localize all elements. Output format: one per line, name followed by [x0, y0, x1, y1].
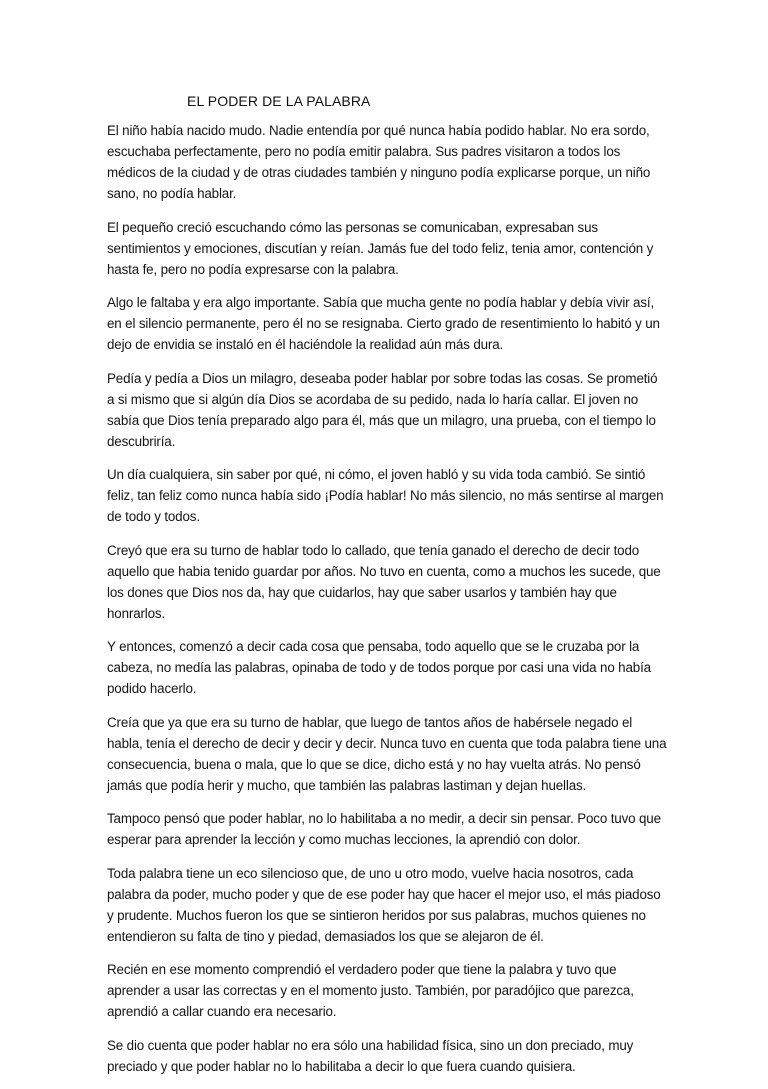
paragraph: Creyó que era su turno de hablar todo lo callado, que tenía ganado el derecho de decir todo aquello que habia tenido guardar por años. No tuvo en cuenta, como a muchos les sucede, que los dones que Dios nos da, hay que cuidarlos, hay que saber usarlos y también hay que honrarlos. [107, 542, 661, 621]
paragraph: Algo le faltaba y era algo importante. Sabía que mucha gente no podía hablar y debía vivir así, en el silencio permanente, pero él no se resignaba. Cierto grado de resentimiento lo habitó y un dejo de envidia se instaló en él haciéndole la realidad aún más dura. [107, 295, 660, 352]
paragraph: El pequeño creció escuchando cómo las personas se comunicaban, expresaban sus sentimientos y emociones, discutían y reían. Jamás fue del todo feliz, tenia amor, contención y hasta fe, pero no podía expresarse con la palabra. [107, 219, 654, 277]
document-title: EL PODER DE LA PALABRA [187, 93, 371, 109]
paragraph: Pedía y pedía a Dios un milagro, deseaba poder hablar por sobre todas las cosas. Se prometió a si mismo que si algún día Dios se acordaba de su pedido, nada lo haría callar. El joven no sabía que Dios tenía preparado algo para él, más que un milagro, una prueba, con el tiempo lo descubriría. [107, 370, 658, 449]
paragraph: Un día cualquiera, sin saber por qué, ni cómo, el joven habló y su vida toda cambió. Se sintió feliz, tan feliz como nunca había sido ¡Podía hablar! No más silencio, no más sentirse al margen de todo y todos. [107, 467, 664, 524]
paragraph: Se dio cuenta que poder hablar no era sólo una habilidad física, sino un don preciado, muy preciado y que poder hablar no lo habilitaba a decir lo que fuera cuando quisiera. [107, 1037, 634, 1074]
document-body [107, 120, 667, 1089]
paragraph: Recién en ese momento comprendió el verdadero poder que tiene la palabra y tuvo que aprender a usar las correctas y en el momento justo. También, por paradójico que parezca, aprendió a callar cuando era necesario. [107, 962, 634, 1019]
paragraph: Creía que ya que era su turno de hablar, que luego de tantos años de habérsele negado el habla, tenía el derecho de decir y decir y decir. Nunca tuvo en cuenta que toda palabra tiene una consecuencia, buena o mala, que lo que se dice, dicho está y no hay vuelta atrás. No pensó jamás que podía herir y mucho, que también las palabras lastiman y dejan huellas. [107, 714, 667, 793]
paragraph: El niño había nacido mudo. Nadie entendía por qué nunca había podido hablar. No era sordo, escuchaba perfectamente, pero no podía emitir palabra. Sus padres visitaron a todos los médicos de la ciudad y de otras ciudades también y ninguno podía explicarse porque, un niño sano, no podía hablar. [107, 123, 651, 201]
paragraph: Tampoco pensó que poder hablar, no lo habilitaba a no medir, a decir sin pensar. Poco tuvo que esperar para aprender la lección y como muchas lecciones, la aprendió con dolor. [107, 811, 661, 847]
paragraph: Y entonces, comenzó a decir cada cosa que pensaba, todo aquello que se le cruzaba por la cabeza, no medía las palabras, opinaba de todo y de todos porque por casi una vida no había podido hacerlo. [107, 639, 651, 696]
paragraph: Toda palabra tiene un eco silencioso que, de uno u otro modo, vuelve hacia nosotros, cada palabra da poder, mucho poder y que de ese poder hay que hacer el mejor uso, el más piadoso y prudente. Muchos fueron los que se sintieron heridos por sus palabras, muchos quienes no entendieron su falta de tino y piedad, demasiados los que se alejaron de él. [107, 865, 661, 944]
